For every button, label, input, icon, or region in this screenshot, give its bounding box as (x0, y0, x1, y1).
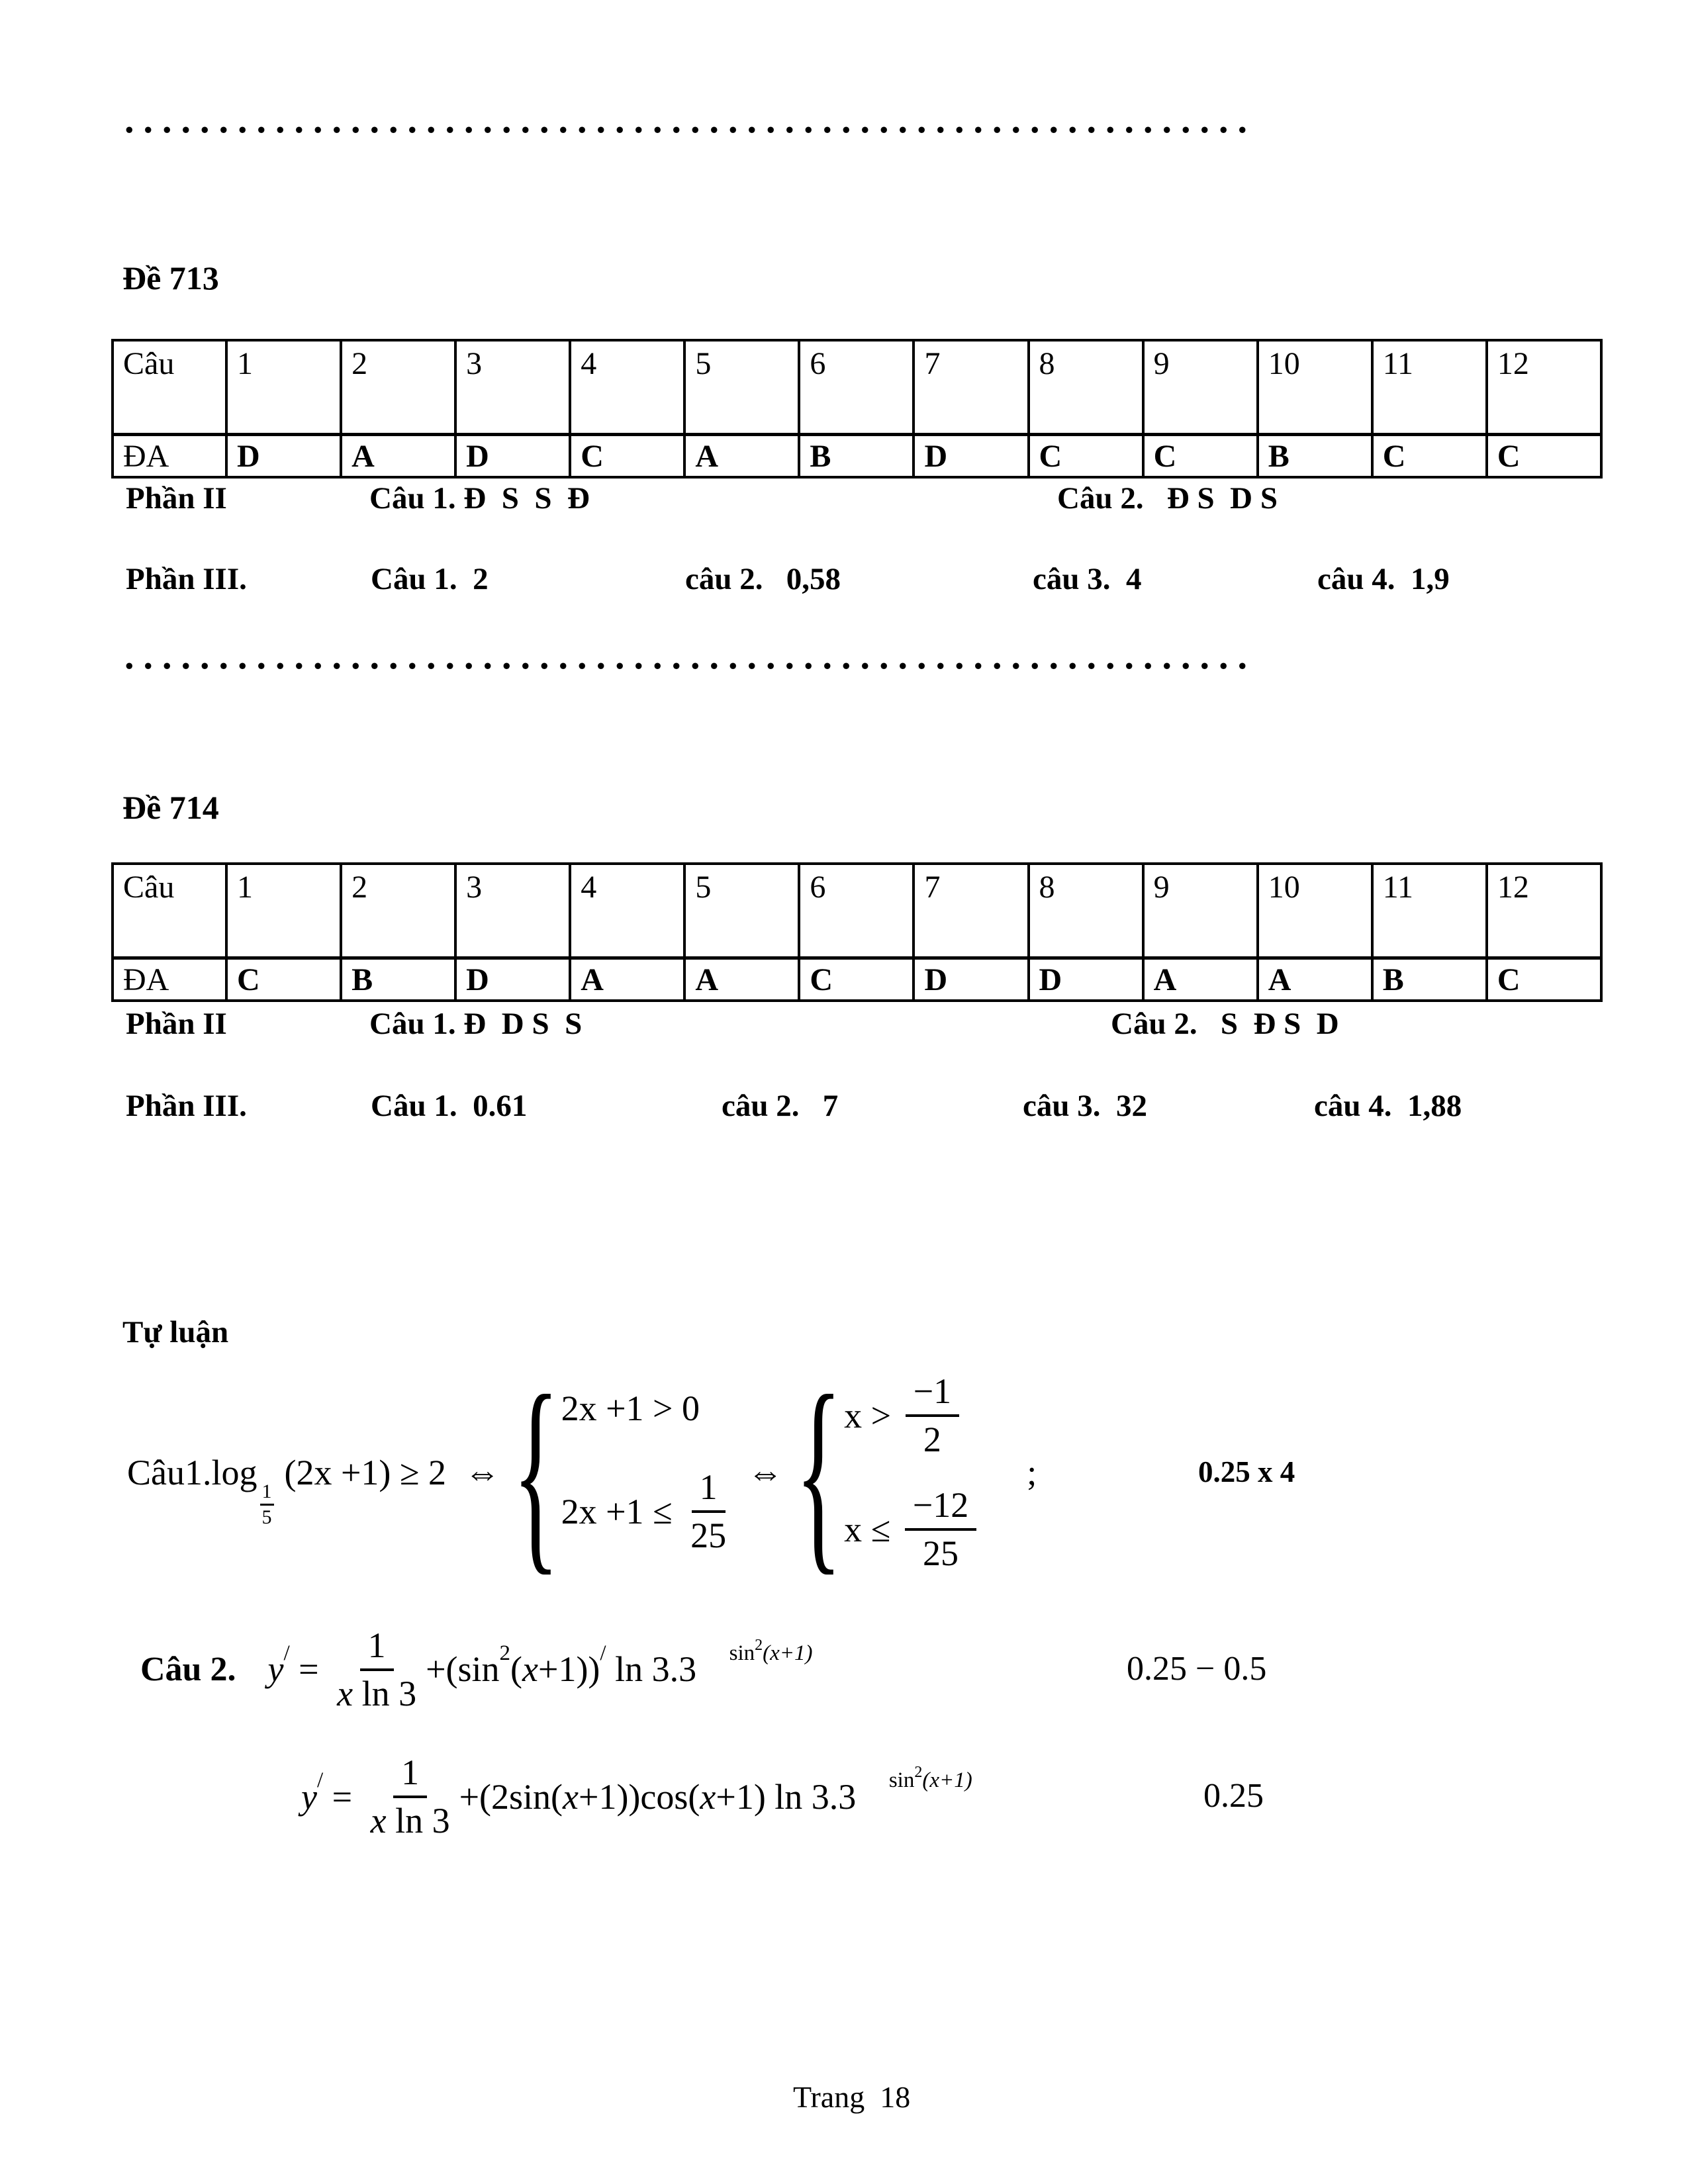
table-header-cell: 3 (455, 864, 570, 958)
exp-sin: sin (729, 1641, 755, 1665)
table-answer-cell: C (570, 435, 684, 478)
cau1-solution-formula (127, 1353, 1037, 1592)
fraction-denominator: 25 (690, 1516, 727, 1556)
y-variable: y (267, 1649, 284, 1690)
de713-phan3-cau3: câu 3. 4 (1033, 562, 1142, 596)
table-answer-cell: C (1029, 435, 1143, 478)
exp-squared: 2 (755, 1636, 763, 1654)
prime-mark: / (600, 1641, 606, 1665)
x-variable: x (522, 1649, 538, 1690)
squared-exponent: 2 (499, 1641, 511, 1665)
table-header-cell: 4 (570, 864, 684, 958)
fraction-numerator: 1 (393, 1751, 427, 1798)
fraction-denominator (367, 1798, 454, 1843)
table-answer-cell: C (1487, 435, 1601, 478)
cau2-line1-formula (140, 1605, 813, 1734)
dotted-separator-middle: ............................................................ (124, 634, 1256, 677)
fraction-1-xln3 (367, 1751, 454, 1843)
fraction-numerator: 1 (692, 1466, 726, 1513)
cos-term: +1))cos( (579, 1776, 700, 1817)
table-header-cell: 9 (1143, 340, 1258, 435)
cau2-line1-score: 0.25 − 0.5 (1127, 1650, 1267, 1688)
table-header-cell: 5 (684, 340, 799, 435)
ln3-times-3: ln 3.3 (606, 1649, 697, 1690)
page-footer: Trang 18 (793, 2080, 911, 2114)
cau2-line2-score: 0.25 (1203, 1777, 1264, 1815)
table-answer-cell: C (226, 958, 341, 1001)
table-header-cell: 6 (799, 340, 914, 435)
table-header-cell: 7 (914, 864, 1028, 958)
table-answer-cell: C (1143, 435, 1258, 478)
table-answer-cell: B (341, 958, 455, 1001)
table-answer-cell: D (914, 435, 1028, 478)
system-2-row-1 (844, 1370, 982, 1461)
table-header-cell: 11 (1372, 864, 1487, 958)
table-answer-cell: B (1372, 958, 1487, 1001)
table-header-cell: 10 (1258, 340, 1372, 435)
fraction-numerator: 1 (360, 1624, 394, 1671)
table-header-cell: 2 (341, 340, 455, 435)
table-header-cell: 2 (341, 864, 455, 958)
table-answer-cell: C (1487, 958, 1601, 1001)
inequality-left: 2x +1 ≤ (561, 1492, 682, 1531)
iff-arrow: ⇔ (464, 1452, 500, 1492)
table-header-cell: 10 (1258, 864, 1372, 958)
iff-arrow: ⇔ (747, 1452, 784, 1492)
table-answer-cell: D (455, 435, 570, 478)
de714-answer-table (111, 862, 1603, 1002)
x-variable: x (337, 1673, 353, 1713)
table-header-cell: Câu (113, 340, 226, 435)
prime-mark: / (283, 1641, 290, 1665)
table-answer-cell: A (341, 435, 455, 478)
inequality-left: x > (844, 1396, 900, 1436)
de714-question-row (113, 864, 1601, 958)
cau2-line2-formula (301, 1734, 972, 1860)
exp-sin: sin (888, 1768, 915, 1793)
table-answer-cell: ĐA (113, 958, 226, 1001)
table-header-cell: 5 (684, 864, 799, 958)
table-answer-cell: A (684, 435, 799, 478)
fraction-numerator: −1 (906, 1370, 959, 1417)
de714-phan3-cau3: câu 3. 32 (1023, 1089, 1147, 1123)
table-header-cell: 7 (914, 340, 1028, 435)
ln3-times-3: +1) ln 3.3 (716, 1776, 857, 1817)
table-header-cell: 3 (455, 340, 570, 435)
exp-squared: 2 (914, 1764, 923, 1782)
semicolon: ; (1027, 1452, 1037, 1492)
close-paren-term: +1)) (538, 1649, 600, 1690)
table-answer-cell: D (914, 958, 1028, 1001)
table-header-cell: Câu (113, 864, 226, 958)
equals-sign: = (289, 1649, 328, 1690)
system-2 (795, 1351, 982, 1593)
plus-sin-term: +(sin (426, 1649, 500, 1690)
table-answer-cell: B (1258, 435, 1372, 478)
cau1-lead-log: Câu1.log (127, 1452, 258, 1492)
table-answer-cell: B (799, 435, 914, 478)
table-answer-cell: A (684, 958, 799, 1001)
exponent-group (856, 1743, 972, 1819)
table-header-cell: 8 (1029, 340, 1143, 435)
y-variable: y (301, 1776, 317, 1817)
exp-argument: (x+1) (922, 1768, 972, 1793)
log-base-fraction (260, 1480, 274, 1529)
de714-phan3-label: Phần III. (126, 1089, 247, 1123)
x-variable: x (700, 1776, 716, 1817)
de713-phan3-cau4: câu 4. 1,9 (1317, 562, 1450, 596)
fraction-denominator (333, 1671, 420, 1715)
system-2-row-2 (844, 1484, 982, 1575)
plus-2sin-term: +(2sin( (459, 1776, 563, 1817)
system-1-row-1: 2x +1 > 0 (561, 1388, 700, 1429)
fraction-1-25 (686, 1466, 730, 1557)
system-1 (512, 1351, 736, 1593)
table-header-cell: 1 (226, 864, 341, 958)
de714-title: Đề 714 (122, 789, 219, 826)
table-answer-cell: C (799, 958, 914, 1001)
fraction-neg1-2 (906, 1370, 959, 1461)
de713-answer-table (111, 339, 1603, 478)
de713-question-row (113, 340, 1601, 435)
de713-phan2-label: Phần II (126, 481, 227, 516)
de714-phan2-cau2: Câu 2. S Đ S D (1111, 1007, 1339, 1041)
fraction-denominator: 2 (923, 1420, 941, 1460)
de714-phan3-cau1: Câu 1. 0.61 (371, 1089, 528, 1123)
table-answer-cell: A (1258, 958, 1372, 1001)
cau1-argument: (2x +1) ≥ 2 (284, 1452, 455, 1492)
ln3-text: ln 3 (386, 1801, 450, 1841)
table-answer-cell: A (570, 958, 684, 1001)
cau1-score: 0.25 x 4 (1198, 1455, 1295, 1488)
table-header-cell: 4 (570, 340, 684, 435)
open-paren: ( (510, 1649, 523, 1690)
system-1-rows (561, 1388, 736, 1557)
table-header-cell: 6 (799, 864, 914, 958)
x-variable: x (370, 1801, 387, 1841)
de714-answer-row (113, 958, 1601, 1001)
de713-phan2-cau2: Câu 2. Đ S D S (1057, 481, 1278, 516)
de713-title: Đề 713 (122, 259, 219, 296)
de714-phan2-cau1: Câu 1. Đ D S S (369, 1007, 583, 1041)
table-answer-cell: C (1372, 435, 1487, 478)
table-header-cell: 11 (1372, 340, 1487, 435)
prime-mark: / (316, 1768, 324, 1793)
ln3-text: ln 3 (353, 1673, 417, 1713)
x-variable: x (563, 1776, 579, 1817)
fraction-numerator: −12 (905, 1484, 976, 1531)
log-base-denominator: 5 (261, 1506, 272, 1528)
table-header-cell: 12 (1487, 864, 1601, 958)
de713-phan3-label: Phần III. (126, 562, 247, 596)
fraction-denominator: 25 (923, 1533, 959, 1573)
table-answer-cell: D (226, 435, 341, 478)
table-header-cell: 1 (226, 340, 341, 435)
fraction-neg12-25 (905, 1484, 976, 1575)
table-answer-cell: A (1143, 958, 1258, 1001)
de713-answer-row (113, 435, 1601, 478)
left-brace: { (795, 1351, 843, 1593)
table-answer-cell: D (455, 958, 570, 1001)
log-base-numerator: 1 (260, 1480, 274, 1506)
exponent-group (696, 1616, 812, 1692)
table-answer-cell: ĐA (113, 435, 226, 478)
system-2-rows (844, 1370, 982, 1574)
system-1-row-2 (561, 1466, 736, 1557)
table-header-cell: 8 (1029, 864, 1143, 958)
inequality-left: x ≤ (844, 1509, 900, 1549)
de713-phan3-cau2: câu 2. 0,58 (685, 562, 841, 596)
table-header-cell: 9 (1143, 864, 1258, 958)
equals-sign: = (323, 1776, 361, 1817)
tu-luan-heading: Tự luận (122, 1315, 229, 1349)
de714-phan3-cau2: câu 2. 7 (722, 1089, 839, 1123)
table-header-cell: 12 (1487, 340, 1601, 435)
de714-phan3-cau4: câu 4. 1,88 (1314, 1089, 1462, 1123)
table-answer-cell: D (1029, 958, 1143, 1001)
left-brace: { (512, 1351, 559, 1593)
de714-phan2-label: Phần II (126, 1007, 227, 1041)
dotted-separator-top: ............................................................ (124, 98, 1256, 141)
fraction-1-xln3 (333, 1624, 420, 1715)
exp-argument: (x+1) (763, 1641, 813, 1665)
de713-phan3-cau1: Câu 1. 2 (371, 562, 489, 596)
cau2-label: Câu 2. (140, 1650, 236, 1688)
de713-phan2-cau1: Câu 1. Đ S S Đ (369, 481, 590, 516)
